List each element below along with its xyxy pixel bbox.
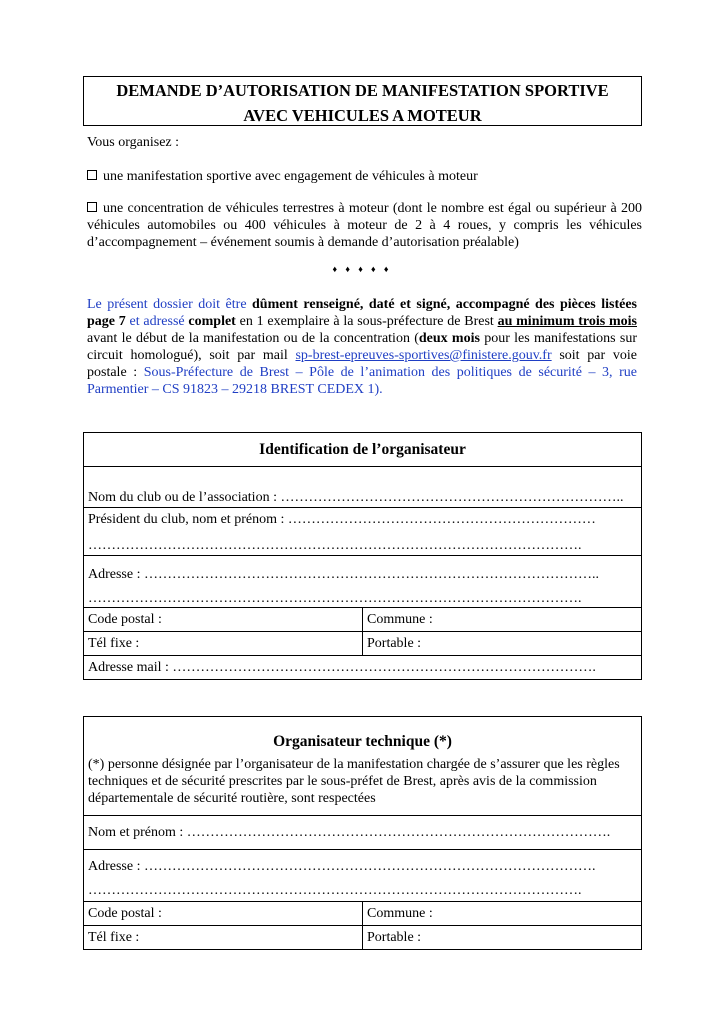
title-line-2: AVEC VEHICULES A MOTEUR: [243, 106, 482, 125]
address-label: Adresse : ……………………………………………………………………………………..: [88, 567, 599, 582]
option-concentration-label: une concentration de véhicules terrestres à moteur (dont le nombre est égal ou supérieur à 200 véhicules automobiles ou 400 véhicules à moteur de 2 à 4 roues, y compris les véhicules d’accompagnement – événement soumis à demande d’autorisation préalable): [87, 201, 642, 250]
address-field[interactable]: [84, 556, 642, 608]
instructions-part: soit par voie postale :: [87, 348, 637, 380]
commune-field[interactable]: Commune :: [363, 608, 642, 632]
address-continuation: …………………………………………………………………………………………….: [88, 591, 582, 606]
president-field[interactable]: [84, 508, 642, 556]
instructions-part: et adressé: [125, 314, 189, 329]
president-label: Président du club, nom et prénom : …………………………………………………………: [88, 512, 596, 527]
tech-address-field[interactable]: [84, 850, 642, 902]
instructions-bold-complet: complet: [188, 314, 236, 329]
tech-postal-code-field[interactable]: Code postal :: [84, 902, 363, 926]
intro-text: Vous organisez :: [87, 135, 180, 150]
president-continuation: …………………………………………………………………………………………….: [88, 538, 582, 553]
technical-organizer-table: [83, 716, 642, 950]
tech-landline-field[interactable]: Tél fixe :: [84, 926, 363, 950]
option-sport-event: [87, 168, 642, 185]
organizer-table: [83, 432, 642, 680]
technical-section-title: Organisateur technique (*): [273, 733, 452, 750]
tech-mobile-field[interactable]: Portable :: [363, 926, 642, 950]
mobile-field[interactable]: Portable :: [363, 632, 642, 656]
option-concentration: [87, 200, 642, 251]
tech-address-label: Adresse : …………………………………………………………………………………….: [88, 859, 596, 874]
checkbox-sport-event[interactable]: [87, 170, 97, 180]
instructions-deadline: au minimum trois mois: [497, 314, 637, 329]
email-field[interactable]: Adresse mail : ……………………………………………………………………………….: [84, 656, 642, 680]
instructions-bold-pieces: dûment renseigné, daté et signé, accompagné des pièces listées page 7: [87, 297, 637, 329]
postal-address: Sous-Préfecture de Brest – Pôle de l’animation des politiques de sécurité – 3, rue Parmentier – CS 91823 – 29218 BREST CEDEX 1).: [87, 365, 638, 397]
organizer-section-title: Identification de l’organisateur: [84, 433, 642, 467]
instructions-part: avant le début de la manifestation ou de la concentration (: [87, 331, 419, 346]
instructions-part: Le présent dossier doit être: [87, 297, 253, 312]
postal-code-field[interactable]: Code postal :: [84, 608, 363, 632]
instructions-part: en 1 exemplaire à la sous-préfecture de Brest: [235, 314, 498, 329]
checkbox-concentration[interactable]: [87, 202, 97, 212]
tech-name-field[interactable]: Nom et prénom : ……………………………………………………………………………….: [84, 816, 642, 850]
email-link[interactable]: sp-brest-epreuves-sportives@finistere.gouv.fr: [295, 348, 552, 363]
option-sport-event-label: une manifestation sportive avec engagement de véhicules à moteur: [103, 169, 478, 184]
document-title: [83, 76, 642, 126]
title-line-1: DEMANDE D’AUTORISATION DE MANIFESTATION SPORTIVE: [116, 81, 609, 100]
tech-address-continuation: …………………………………………………………………………………………….: [88, 883, 582, 898]
technical-note: (*) personne désignée par l’organisateur de la manifestation chargée de s’assurer que les règles techniques et de sécurité prescrites par le sous-préfet de Brest, après avis de la commission départementale de sécurité routière, sont respectées: [88, 757, 620, 806]
landline-field[interactable]: Tél fixe :: [84, 632, 363, 656]
tech-commune-field[interactable]: Commune :: [363, 902, 642, 926]
instructions-bold-deux-mois: deux mois: [418, 331, 480, 346]
separator-diamonds: ♦ ♦ ♦ ♦ ♦: [332, 264, 392, 274]
instructions-part: pour les manifestations sur circuit homologué), soit par mail: [87, 331, 637, 363]
instructions-paragraph: [87, 296, 637, 398]
club-name-field[interactable]: Nom du club ou de l’association : ………………………………………………………………..: [84, 467, 642, 508]
technical-header-cell: [84, 717, 642, 816]
